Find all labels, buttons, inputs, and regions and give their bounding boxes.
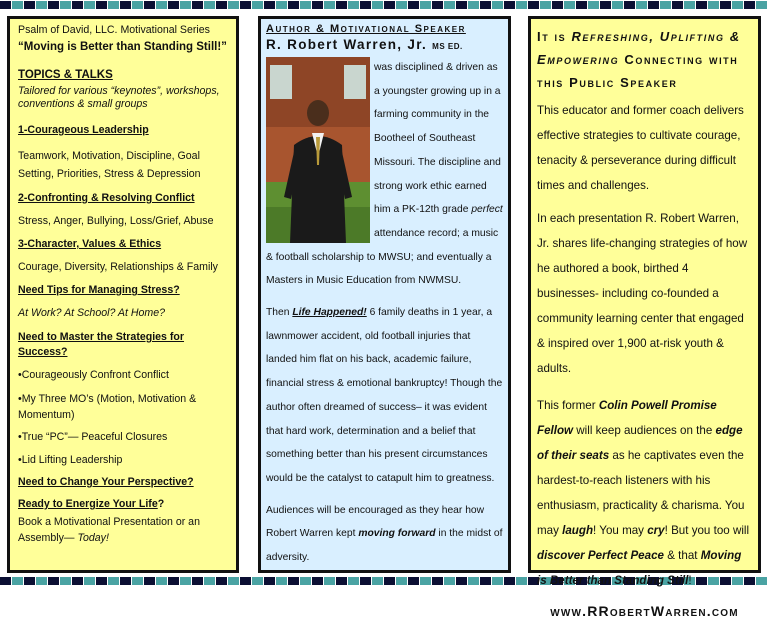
stripe-block bbox=[396, 1, 408, 9]
stripe-block bbox=[168, 577, 180, 585]
bullet-item: •My Three MO’s (Motion, Motivation & Momentum) bbox=[18, 393, 197, 421]
stripe-block bbox=[132, 577, 144, 585]
stripe-block bbox=[648, 1, 660, 9]
stripe-block bbox=[372, 1, 384, 9]
stripe-block bbox=[732, 1, 744, 9]
speaker-name-line bbox=[266, 36, 503, 56]
stripe-block bbox=[36, 1, 48, 9]
master-heading: Need to Master the Strategies for Success? bbox=[18, 331, 185, 358]
stripe-block bbox=[432, 1, 444, 9]
stripe-block bbox=[408, 577, 420, 585]
stripe-block bbox=[312, 577, 324, 585]
stripe-block bbox=[240, 1, 252, 9]
speaker-promo-panel bbox=[528, 16, 761, 619]
stripe-block bbox=[192, 1, 204, 9]
topic-3-title: 3-Character, Values & Ethics bbox=[18, 238, 162, 250]
stripe-block bbox=[48, 1, 60, 9]
stripe-block bbox=[552, 1, 564, 9]
stripe-block bbox=[684, 1, 696, 9]
stripe-block bbox=[384, 577, 396, 585]
speaker-name: R. Robert Warren, Jr. bbox=[266, 37, 428, 52]
stripe-block bbox=[288, 1, 300, 9]
stripe-block bbox=[168, 1, 180, 9]
stripe-block bbox=[360, 1, 372, 9]
perspective-heading: Need to Change Your Perspective? bbox=[18, 476, 194, 488]
stripe-block bbox=[360, 577, 372, 585]
stripe-block bbox=[420, 1, 432, 9]
energize-line bbox=[18, 498, 228, 511]
stripe-block bbox=[276, 1, 288, 9]
bullet-item: •True “PC”— Peaceful Closures bbox=[18, 431, 168, 443]
stripe-block bbox=[96, 1, 108, 9]
stripe-block bbox=[324, 577, 336, 585]
tagline: “Moving is Better than Standing Still!” bbox=[18, 41, 227, 53]
stripe-block bbox=[492, 1, 504, 9]
stripe-block bbox=[0, 1, 12, 9]
stripe-block bbox=[120, 577, 132, 585]
website-link[interactable]: www.RRobertWarren.com bbox=[550, 603, 739, 619]
stripe-block bbox=[756, 577, 768, 585]
stripe-block bbox=[396, 577, 408, 585]
topic-2-title: 2-Confronting & Resolving Conflict bbox=[18, 192, 195, 204]
stripe-block bbox=[312, 1, 324, 9]
stress-heading: Need Tips for Managing Stress? bbox=[18, 284, 180, 296]
stripe-block bbox=[720, 1, 732, 9]
promo-paragraph-1: This educator and former coach delivers effective strategies to cultivate courage, tenacity & perseverance during difficult times and challenges. bbox=[537, 104, 744, 192]
stripe-block bbox=[456, 577, 468, 585]
energize-heading: Ready to Energize Your Life bbox=[18, 498, 158, 510]
stripe-block bbox=[252, 577, 264, 585]
topic-1-desc: Teamwork, Motivation, Discipline, Goal Setting, Priorities, Stress & Depression bbox=[18, 150, 201, 180]
stripe-block bbox=[564, 1, 576, 9]
stripe-block bbox=[300, 1, 312, 9]
bio-panel bbox=[258, 16, 511, 573]
stripe-block bbox=[708, 1, 720, 9]
stripe-block bbox=[432, 577, 444, 585]
stripe-block bbox=[624, 1, 636, 9]
promo-heading: It is Refreshing, Uplifting & Empowering Connecting with this Public Speaker bbox=[537, 29, 741, 90]
promo-paragraph-3: This former Colin Powell Promise Fellow will keep audiences on the edge of their seats as he captivates even the hardest-to-reach listeners with his enthusiasm, practicality & charisma. You may laugh! You may cry! But you too will discover Perfect Peace & that Moving is Better than Standing Still! bbox=[537, 399, 750, 587]
bio-paragraph-3: Audiences will be encouraged as they hear how Robert Warren kept moving forward in the midst of adversity. bbox=[266, 504, 503, 564]
stripe-block bbox=[288, 577, 300, 585]
stripe-block bbox=[348, 577, 360, 585]
stripe-block bbox=[480, 1, 492, 9]
stripe-block bbox=[0, 577, 12, 585]
topics-heading: TOPICS & TALKS bbox=[18, 69, 113, 81]
stripe-block bbox=[504, 1, 516, 9]
stripe-block bbox=[240, 577, 252, 585]
stripe-block bbox=[12, 1, 24, 9]
stripe-block bbox=[468, 577, 480, 585]
stripe-block bbox=[540, 1, 552, 9]
stripe-block bbox=[252, 1, 264, 9]
promo-paragraph-2: In each presentation R. Robert Warren, Jr. shares life-changing strategies of how he authored a book, birthed 4 businesses- including co-founded a community learning center that engaged & inspired over 1,900 at-risk youth & adults. bbox=[537, 212, 748, 375]
stripe-block bbox=[456, 1, 468, 9]
stripe-block bbox=[504, 577, 516, 585]
stripe-block bbox=[216, 1, 228, 9]
stripe-block bbox=[516, 577, 528, 585]
stripe-block bbox=[84, 577, 96, 585]
stripe-block bbox=[204, 577, 216, 585]
stripe-block bbox=[228, 577, 240, 585]
stripe-block bbox=[264, 577, 276, 585]
stripe-block bbox=[216, 577, 228, 585]
series-title: Psalm of David, LLC. Motivational Series bbox=[18, 24, 210, 36]
stripe-block bbox=[156, 1, 168, 9]
stripe-block bbox=[756, 1, 768, 9]
stripe-block bbox=[24, 577, 36, 585]
stripe-block bbox=[144, 577, 156, 585]
stripe-block bbox=[300, 577, 312, 585]
book-line bbox=[18, 514, 228, 546]
stripe-block bbox=[48, 577, 60, 585]
stripe-block bbox=[480, 577, 492, 585]
stripe-block bbox=[672, 1, 684, 9]
stripe-block bbox=[384, 1, 396, 9]
stripe-block bbox=[588, 1, 600, 9]
topics-subtitle: Tailored for various “keynotes”, workshops, conventions & small groups bbox=[18, 85, 220, 110]
stripe-block bbox=[120, 1, 132, 9]
stripe-block bbox=[636, 1, 648, 9]
stripe-block bbox=[96, 577, 108, 585]
bio-paragraph-1: was disciplined & driven as a youngster growing up in a farming community in the Bootheel of Southeast Missouri. The discipline and strong work ethic earned him a PK-12th grade perfect attendance record; a music & football scholarship to MWSU; and eventually a Masters in Music Education from NWMSU. bbox=[266, 62, 503, 287]
speaker-photo-image bbox=[266, 57, 370, 243]
stripe-block bbox=[108, 1, 120, 9]
stripe-block bbox=[348, 1, 360, 9]
bullet-item: •Courageously Confront Conflict bbox=[18, 369, 169, 381]
stripe-block bbox=[660, 1, 672, 9]
stripe-block bbox=[108, 577, 120, 585]
stripe-block bbox=[192, 577, 204, 585]
stripe-block bbox=[156, 577, 168, 585]
stripe-block bbox=[60, 1, 72, 9]
stripe-block bbox=[12, 577, 24, 585]
stripe-block bbox=[336, 577, 348, 585]
stripe-block bbox=[420, 577, 432, 585]
stripe-block bbox=[444, 577, 456, 585]
speaker-degree: MS ED. bbox=[432, 42, 463, 51]
stripe-block bbox=[144, 1, 156, 9]
stripe-block bbox=[60, 577, 72, 585]
topic-1-title: 1-Courageous Leadership bbox=[18, 124, 149, 136]
energize-question: ? bbox=[157, 498, 165, 510]
stripe-block bbox=[228, 1, 240, 9]
stripe-block bbox=[408, 1, 420, 9]
stripe-block bbox=[204, 1, 216, 9]
bullet-item: •Lid Lifting Leadership bbox=[18, 454, 123, 466]
stripe-block bbox=[696, 1, 708, 9]
stripe-block bbox=[72, 577, 84, 585]
speaker-photo bbox=[266, 57, 370, 243]
stripe-block bbox=[336, 1, 348, 9]
stripe-block bbox=[528, 1, 540, 9]
stripe-block bbox=[84, 1, 96, 9]
stripe-block bbox=[276, 577, 288, 585]
stripe-block bbox=[180, 577, 192, 585]
topic-2-desc: Stress, Anger, Bullying, Loss/Grief, Abuse bbox=[18, 215, 214, 227]
stripe-block bbox=[468, 1, 480, 9]
topics-panel bbox=[7, 16, 239, 573]
stripe-block bbox=[744, 1, 756, 9]
stripe-block bbox=[516, 1, 528, 9]
stripe-block bbox=[324, 1, 336, 9]
stress-subtitle: At Work? At School? At Home? bbox=[18, 307, 165, 319]
topic-3-desc: Courage, Diversity, Relationships & Family bbox=[18, 261, 218, 273]
top-border-stripe bbox=[0, 1, 768, 9]
book-today: Today! bbox=[77, 532, 109, 544]
stripe-block bbox=[132, 1, 144, 9]
stripe-block bbox=[372, 577, 384, 585]
author-heading: Author & Motivational Speaker bbox=[266, 23, 466, 35]
stripe-block bbox=[72, 1, 84, 9]
stripe-block bbox=[180, 1, 192, 9]
book-text: Book a Motivational Presentation or an Assembly— bbox=[18, 516, 200, 544]
stripe-block bbox=[492, 577, 504, 585]
stripe-block bbox=[264, 1, 276, 9]
stripe-block bbox=[36, 577, 48, 585]
stripe-block bbox=[576, 1, 588, 9]
stripe-block bbox=[444, 1, 456, 9]
bio-paragraph-2: Then Life Happened! 6 family deaths in 1 year, a lawnmower accident, old football injuries that landed him flat on his back, academic failure, financial stress & emotional bankruptcy! Though the author often dreamed of success– it was evident that hard work, determination and a belief that something better than his present circumstances would be the catalyst to catapult him to greatness. bbox=[266, 307, 503, 484]
stripe-block bbox=[600, 1, 612, 9]
stripe-block bbox=[24, 1, 36, 9]
stripe-block bbox=[612, 1, 624, 9]
